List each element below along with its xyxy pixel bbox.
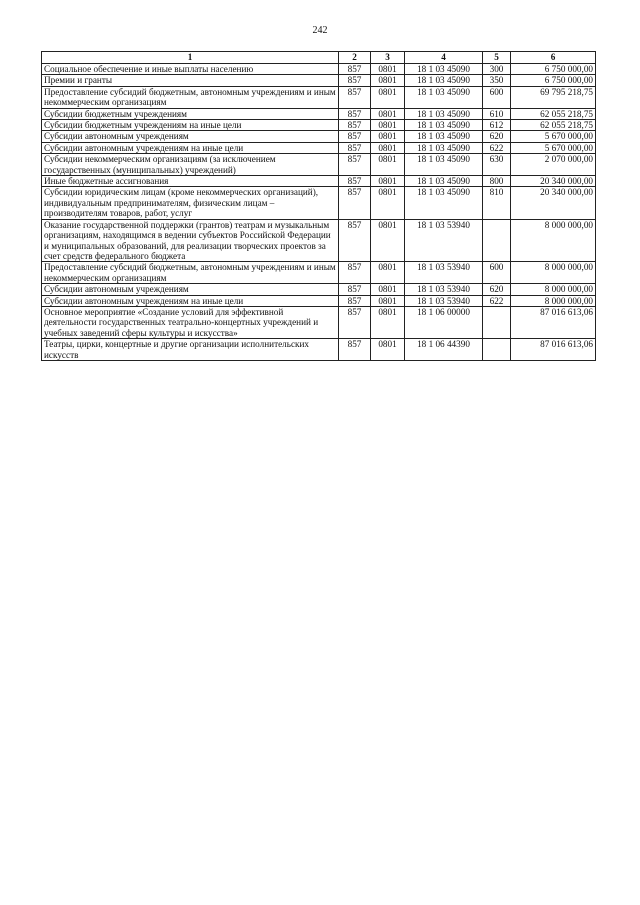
header-col-5: 5	[483, 52, 511, 64]
row-target-article: 18 1 03 53940	[405, 295, 483, 306]
row-target-article: 18 1 03 53940	[405, 262, 483, 284]
row-expense-type: 600	[483, 86, 511, 108]
table-row	[42, 64, 596, 75]
row-department-code: 857	[339, 284, 371, 295]
row-amount: 2 070 000,00	[511, 154, 596, 176]
row-description: Основное мероприятие «Создание условий для эффективной деятельности государственных театрально-концертных учреждений и учебных заведений сферы культуры и искусства»	[42, 306, 339, 338]
row-section-code: 0801	[371, 120, 405, 131]
row-department-code: 857	[339, 86, 371, 108]
row-target-article: 18 1 03 53940	[405, 219, 483, 262]
row-department-code: 857	[339, 154, 371, 176]
table-row	[42, 120, 596, 131]
row-amount: 62 055 218,75	[511, 108, 596, 119]
row-target-article: 18 1 06 00000	[405, 306, 483, 338]
budget-table	[41, 51, 596, 361]
row-department-code: 857	[339, 131, 371, 142]
row-description: Субсидии автономным учреждениям	[42, 131, 339, 142]
table-row	[42, 75, 596, 86]
header-col-6: 6	[511, 52, 596, 64]
table-body	[42, 64, 596, 361]
row-description: Субсидии юридическим лицам (кроме некоммерческих организаций), индивидуальным предпринимателям, физическим лицам – производителям товаров, работ, услуг	[42, 187, 339, 219]
row-amount: 8 000 000,00	[511, 284, 596, 295]
table-row	[42, 176, 596, 187]
table-row	[42, 187, 596, 219]
row-description: Субсидии автономным учреждениям	[42, 284, 339, 295]
row-expense-type: 800	[483, 176, 511, 187]
row-target-article: 18 1 03 45090	[405, 176, 483, 187]
row-department-code: 857	[339, 295, 371, 306]
row-amount: 5 670 000,00	[511, 142, 596, 153]
table-row	[42, 284, 596, 295]
row-section-code: 0801	[371, 176, 405, 187]
row-department-code: 857	[339, 120, 371, 131]
row-expense-type: 620	[483, 284, 511, 295]
table-row	[42, 295, 596, 306]
table-row	[42, 154, 596, 176]
row-amount: 20 340 000,00	[511, 187, 596, 219]
row-expense-type: 610	[483, 108, 511, 119]
row-department-code: 857	[339, 187, 371, 219]
row-expense-type: 810	[483, 187, 511, 219]
table-row	[42, 131, 596, 142]
row-section-code: 0801	[371, 295, 405, 306]
row-section-code: 0801	[371, 306, 405, 338]
table-row	[42, 142, 596, 153]
row-target-article: 18 1 03 45090	[405, 131, 483, 142]
row-amount: 20 340 000,00	[511, 176, 596, 187]
row-description: Субсидии бюджетным учреждениям	[42, 108, 339, 119]
table-row	[42, 108, 596, 119]
row-amount: 8 000 000,00	[511, 219, 596, 262]
row-expense-type: 622	[483, 295, 511, 306]
row-expense-type: 300	[483, 64, 511, 75]
row-description: Премии и гранты	[42, 75, 339, 86]
row-department-code: 857	[339, 64, 371, 75]
row-section-code: 0801	[371, 284, 405, 295]
row-expense-type	[483, 219, 511, 262]
header-col-1: 1	[42, 52, 339, 64]
row-department-code: 857	[339, 306, 371, 338]
header-col-2: 2	[339, 52, 371, 64]
row-target-article: 18 1 03 45090	[405, 108, 483, 119]
row-amount: 69 795 218,75	[511, 86, 596, 108]
row-expense-type: 620	[483, 131, 511, 142]
row-target-article: 18 1 03 45090	[405, 75, 483, 86]
row-section-code: 0801	[371, 75, 405, 86]
row-expense-type: 350	[483, 75, 511, 86]
row-description: Субсидии автономным учреждениям на иные цели	[42, 142, 339, 153]
row-description: Театры, цирки, концертные и другие организации исполнительских искусств	[42, 339, 339, 361]
row-section-code: 0801	[371, 108, 405, 119]
row-description: Субсидии некоммерческим организациям (за исключением государственных (муниципальных) учреждений)	[42, 154, 339, 176]
row-description: Социальное обеспечение и иные выплаты населению	[42, 64, 339, 75]
row-target-article: 18 1 03 53940	[405, 284, 483, 295]
row-expense-type: 622	[483, 142, 511, 153]
row-amount: 87 016 613,06	[511, 306, 596, 338]
row-expense-type: 600	[483, 262, 511, 284]
row-amount: 8 000 000,00	[511, 295, 596, 306]
row-description: Иные бюджетные ассигнования	[42, 176, 339, 187]
row-amount: 62 055 218,75	[511, 120, 596, 131]
row-department-code: 857	[339, 75, 371, 86]
row-target-article: 18 1 03 45090	[405, 154, 483, 176]
row-amount: 5 670 000,00	[511, 131, 596, 142]
row-section-code: 0801	[371, 154, 405, 176]
row-expense-type: 612	[483, 120, 511, 131]
table-row	[42, 306, 596, 338]
row-department-code: 857	[339, 108, 371, 119]
row-target-article: 18 1 03 45090	[405, 86, 483, 108]
row-target-article: 18 1 03 45090	[405, 120, 483, 131]
row-description: Предоставление субсидий бюджетным, автономным учреждениям и иным некоммерческим организациям	[42, 86, 339, 108]
table-header-row	[42, 52, 596, 64]
header-col-3: 3	[371, 52, 405, 64]
row-department-code: 857	[339, 339, 371, 361]
row-section-code: 0801	[371, 86, 405, 108]
row-department-code: 857	[339, 176, 371, 187]
header-col-4: 4	[405, 52, 483, 64]
row-target-article: 18 1 03 45090	[405, 64, 483, 75]
row-amount: 6 750 000,00	[511, 64, 596, 75]
row-description: Оказание государственной поддержки (грантов) театрам и музыкальным организациям, находящимся в ведении субъектов Российской Федерации и муниципальных образований, для реализации творческих проектов за счет средств федерального бюджета	[42, 219, 339, 262]
row-department-code: 857	[339, 219, 371, 262]
table-row	[42, 86, 596, 108]
table-row	[42, 219, 596, 262]
row-section-code: 0801	[371, 142, 405, 153]
row-target-article: 18 1 03 45090	[405, 187, 483, 219]
row-section-code: 0801	[371, 64, 405, 75]
row-expense-type: 630	[483, 154, 511, 176]
row-section-code: 0801	[371, 262, 405, 284]
row-description: Предоставление субсидий бюджетным, автономным учреждениям и иным некоммерческим организациям	[42, 262, 339, 284]
row-expense-type	[483, 306, 511, 338]
row-section-code: 0801	[371, 219, 405, 262]
page-number: 242	[312, 25, 328, 36]
row-target-article: 18 1 06 44390	[405, 339, 483, 361]
row-description: Субсидии бюджетным учреждениям на иные цели	[42, 120, 339, 131]
row-department-code: 857	[339, 262, 371, 284]
table-row	[42, 262, 596, 284]
row-expense-type	[483, 339, 511, 361]
row-section-code: 0801	[371, 187, 405, 219]
row-amount: 8 000 000,00	[511, 262, 596, 284]
row-amount: 6 750 000,00	[511, 75, 596, 86]
table-row	[42, 339, 596, 361]
row-section-code: 0801	[371, 131, 405, 142]
row-department-code: 857	[339, 142, 371, 153]
row-section-code: 0801	[371, 339, 405, 361]
row-description: Субсидии автономным учреждениям на иные цели	[42, 295, 339, 306]
row-target-article: 18 1 03 45090	[405, 142, 483, 153]
row-amount: 87 016 613,06	[511, 339, 596, 361]
